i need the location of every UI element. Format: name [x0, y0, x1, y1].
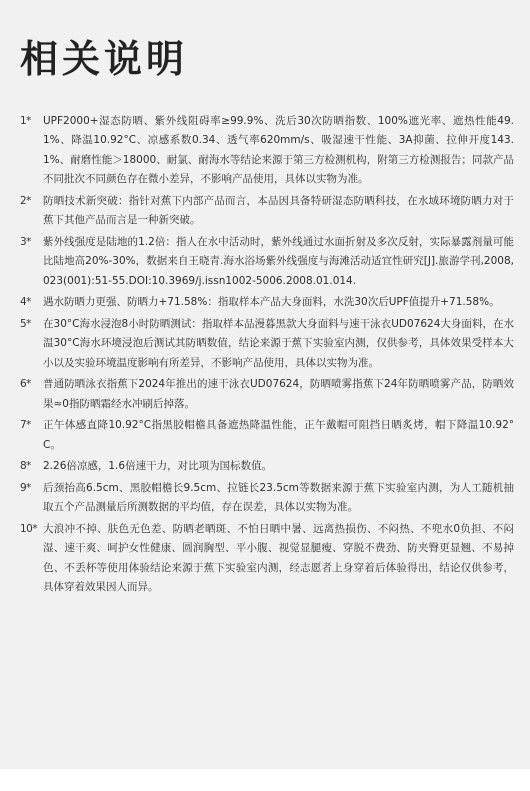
note-number: 9* — [20, 481, 31, 494]
note-item — [20, 112, 514, 190]
note-text: 防晒技术新突破：指针对蕉下内部产品而言，本品因具备特研湿态防晒科技，在水域环境防晒力对于蕉下其他产品而言是一种新突破。 — [43, 194, 514, 227]
note-text: 大浪冲不掉、肤色无色差、防晒老晒斑、不怕日晒中暑、远离热损伤、不闷热、不兜水0负担、不闷湿、速干爽、呵护女性健康、圆润胸型、平小腹、视觉显腿瘦、穿脱不费劲、防夹臀更显翘、不易掉色、不丢杯等使用体验结论来源于蕉下实验室内测，经志愿者上身穿着后体验得出，结论仅供参考，具体穿着效果因人而异。 — [43, 522, 514, 594]
note-number: 10* — [20, 522, 38, 535]
note-item — [20, 520, 514, 598]
note-text: 2.26倍凉感，1.6倍速干力，对比项为国标数值。 — [43, 460, 273, 473]
note-item — [20, 375, 514, 414]
notes-list — [20, 112, 514, 598]
note-text: 普通防晒泳衣指蕉下2024年推出的速干泳衣UD07624，防晒喷雾指蕉下24年防晒喷雾产品，防晒效果≈0指防晒霜经水冲刷后掉落。 — [43, 378, 514, 410]
note-text: 紫外线强度是陆地的1.2倍：指人在水中活动时，紫外线通过水面折射及多次反射，实际暴露剂量可能比陆地高20%-30%，数据来自王晓青.海水浴场紫外线强度与海滩活动适宜性研究[J].旅游学刊,2008,023(001):51-55.DOI:10.3969/j.issn1002-5006.2008.01.014. — [43, 235, 514, 287]
note-text: 正午体感直降10.92°C指黑胶帽檐具备遮热降温性能，正午戴帽可阻挡日晒炙烤，帽下降温10.92°C。 — [43, 419, 514, 451]
page-title: 相关说明 — [20, 37, 189, 81]
note-number: 8* — [20, 460, 31, 473]
note-number: 6* — [20, 378, 31, 391]
note-text: 在30°C海水浸泡8小时防晒测试：指取样本品漫暮黑款大身面料与速干泳衣UD07624大身面料，在水温30°C海水环境浸泡后测试其防晒数值，结论来源于蕉下实验室内测，仅供参考，具体效果受样本大小以及实验环境温度影响有所差异，不影响产品使用，具体以实物为准。 — [43, 317, 514, 369]
note-text: 后颈抬高6.5cm、黑胶帽檐长9.5cm、拉链长23.5cm等数据来源于蕉下实验室内测，为人工随机抽取五个产品测量后所测数据的平均值，存在误差，具体以实物为准。 — [43, 481, 514, 514]
note-text: 遇水防晒力更强、防晒力+71.58%：指取样本产品大身面料，水洗30次后UPF值提升+71.58%。 — [43, 296, 500, 309]
note-number: 3* — [20, 235, 31, 248]
note-item — [20, 457, 514, 477]
page-bottom-strip — [0, 769, 530, 791]
note-number: 2* — [20, 194, 31, 207]
note-text: UPF2000+湿态防晒、紫外线阻碍率≥99.9%、洗后30次防晒指数、100%遮光率、遮热性能49.1%、降温10.92°C、凉感系数0.34、透气率620mm/s、吸湿速干性能、3A抑菌、拉伸开度143.1%、耐磨性能＞18000、耐氯、耐海水等结论来源于第三方检测机构，附第三方检测报告；同款产品不同批次不同颜色存在微小差异，不影响产品使用，具体以实物为准。 — [43, 114, 514, 186]
note-item — [20, 315, 514, 374]
note-item — [20, 233, 514, 292]
note-number: 1* — [20, 114, 31, 127]
note-number: 5* — [20, 317, 31, 330]
note-item — [20, 192, 514, 231]
note-item — [20, 479, 514, 518]
note-item — [20, 416, 514, 455]
note-number: 7* — [20, 419, 31, 432]
note-item — [20, 293, 514, 313]
note-number: 4* — [20, 296, 31, 309]
